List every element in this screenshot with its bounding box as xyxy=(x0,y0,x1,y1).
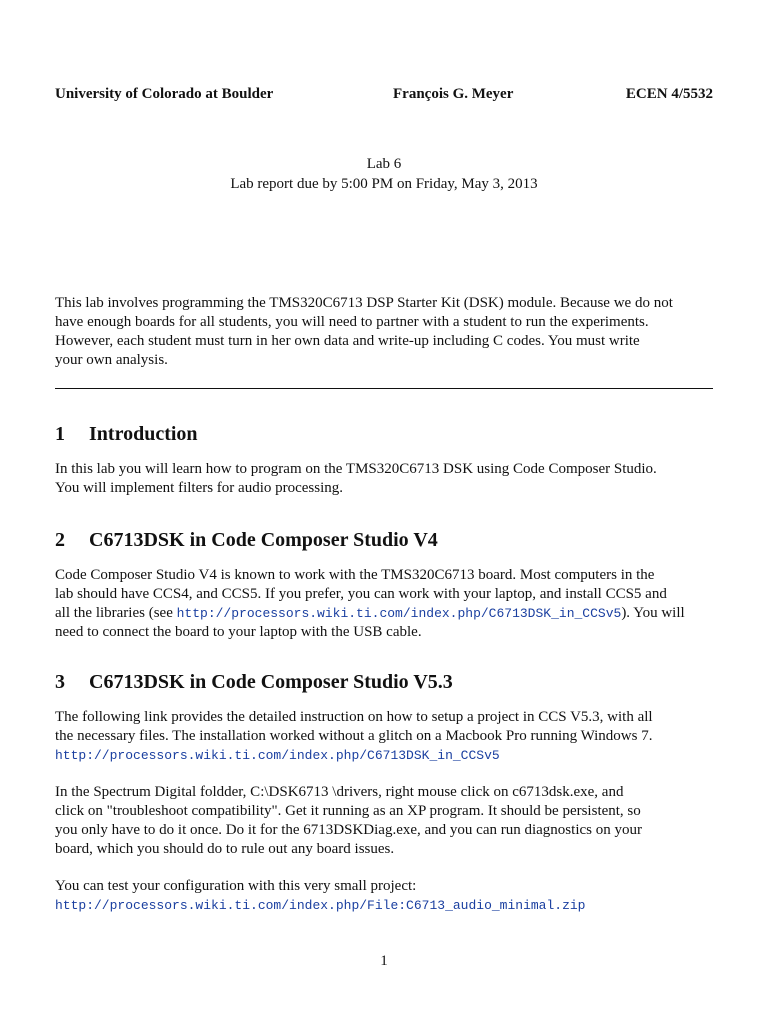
intro-line: This lab involves programming the TMS320C6713 DSP Starter Kit (DSK) module. Because we do not xyxy=(55,295,673,311)
body-line-with-link xyxy=(55,604,717,623)
section-number: 2 xyxy=(55,529,65,551)
header-author: François G. Meyer xyxy=(393,86,514,102)
section-1-body xyxy=(55,460,717,498)
title-block xyxy=(0,154,768,194)
intro-line: have enough boards for all students, you will need to partner with a student to run the experiments. xyxy=(55,314,649,330)
section-2-heading xyxy=(55,527,438,553)
section-1-heading xyxy=(55,421,198,447)
section-3-heading xyxy=(55,669,453,695)
section-title: C6713DSK in Code Composer Studio V5.3 xyxy=(89,671,453,693)
body-line: board, which you should do to rule out any board issues. xyxy=(55,841,395,857)
intro-line: your own analysis. xyxy=(55,352,168,368)
link-suffix: ). You will xyxy=(621,605,685,621)
body-line: click on "troubleshoot compatibility". Get it running as an XP program. It should be persistent, so xyxy=(55,803,641,819)
section-3-paragraph-3 xyxy=(55,877,717,915)
ccsv5-link[interactable]: http://processors.wiki.ti.com/index.php/C6713DSK_in_CCSv5 xyxy=(55,748,500,763)
section-2-body xyxy=(55,566,717,642)
body-line: You will implement filters for audio processing. xyxy=(55,480,344,496)
body-line: The following link provides the detailed instruction on how to setup a project in CCS V5.3, with all xyxy=(55,709,653,725)
body-line: In the Spectrum Digital foldder, C:\DSK6713 \drivers, right mouse click on c6713dsk.exe, and xyxy=(55,784,624,800)
header-course: ECEN 4/5532 xyxy=(625,86,713,102)
section-3-body xyxy=(55,708,717,765)
link-line xyxy=(55,896,717,915)
header-institution: University of Colorado at Boulder xyxy=(55,86,274,102)
link-line xyxy=(55,746,717,765)
lab-title: Lab 6 xyxy=(366,156,402,172)
section-number: 3 xyxy=(55,671,65,693)
section-number: 1 xyxy=(55,423,65,445)
intro-line: However, each student must turn in her own data and write-up including C codes. You must write xyxy=(55,333,640,349)
audio-minimal-zip-link[interactable]: http://processors.wiki.ti.com/index.php/File:C6713_audio_minimal.zip xyxy=(55,898,586,913)
body-line: Code Composer Studio V4 is known to work with the TMS320C6713 board. Most computers in the xyxy=(55,567,655,583)
body-line: In this lab you will learn how to program on the TMS320C6713 DSK using Code Composer Studio. xyxy=(55,461,657,477)
section-title: Introduction xyxy=(89,423,198,445)
body-line: You can test your configuration with this very small project: xyxy=(55,878,417,894)
body-line: lab should have CCS4, and CCS5. If you prefer, you can work with your laptop, and install CCS5 and xyxy=(55,586,667,602)
body-line: you only have to do it once. Do it for the 6713DSKDiag.exe, and you can run diagnostics on your xyxy=(55,822,642,838)
page-header xyxy=(55,86,713,108)
section-3-paragraph-2 xyxy=(55,783,717,859)
intro-paragraph xyxy=(55,294,717,370)
body-line: the necessary files. The installation worked without a glitch on a Macbook Pro running Windows 7. xyxy=(55,728,653,744)
page-number: 1 xyxy=(380,953,388,969)
due-date: Lab report due by 5:00 PM on Friday, May 3, 2013 xyxy=(230,176,538,192)
section-title: C6713DSK in Code Composer Studio V4 xyxy=(89,529,438,551)
horizontal-rule xyxy=(55,388,713,389)
link-prefix: all the libraries (see xyxy=(55,605,177,621)
body-line: need to connect the board to your laptop with the USB cable. xyxy=(55,624,422,640)
ccsv5-link[interactable]: http://processors.wiki.ti.com/index.php/C6713DSK_in_CCSv5 xyxy=(176,606,622,621)
